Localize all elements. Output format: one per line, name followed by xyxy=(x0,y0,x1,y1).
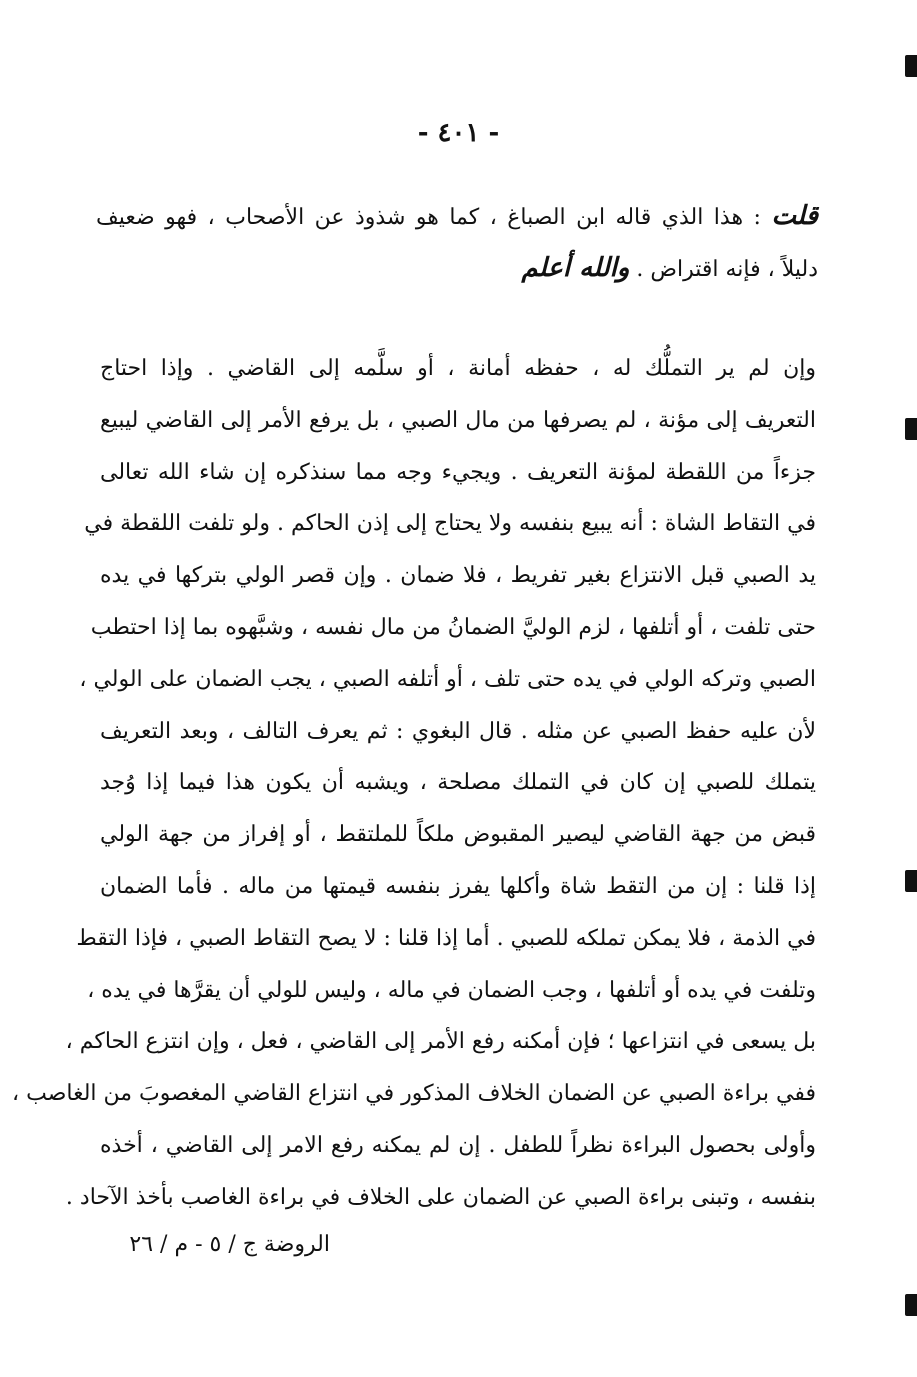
text-line: حتى تلفت ، أو أتلفها ، لزم الوليَّ الضمانُ من مال نفسه ، وشبَّهوه بما إذا احتطب xyxy=(90,614,816,640)
text-line: وأولى بحصول البراءة نظراً للطفل . إن لم يمكنه رفع الامر إلى القاضي ، أخذه xyxy=(100,1132,816,1158)
commentary-line xyxy=(96,242,818,294)
text-line: في التقاط الشاة : أنه يبيع بنفسه ولا يحتاج إلى إذن الحاكم . ولو تلفت اللقطة في xyxy=(84,511,816,537)
signature-mark: الروضة ج / ٥ - م / ٢٦ xyxy=(129,1232,330,1257)
text-line: ففي براءة الصبي عن الضمان الخلاف المذكور في انتزاع القاضي المغصوبَ من الغاصب ، xyxy=(12,1081,816,1107)
text-line: يتملك للصبي إن كان في التملك مصلحة ، ويشبه أن يكون هذا فيما إذا وُجد xyxy=(100,770,816,796)
binding-mark xyxy=(905,418,917,440)
text-line: بنفسه ، وتبنى براءة الصبي عن الضمان على الخلاف في براءة الغاصب بأخذ الآحاد . xyxy=(65,1184,816,1210)
main-text xyxy=(12,343,816,1224)
text-line: وإن لم ير التملُّك له ، حفظه أمانة ، أو سلَّمه إلى القاضي . وإذا احتاج xyxy=(100,356,816,381)
binding-mark xyxy=(905,870,917,892)
text-line: بل يسعى في انتزاعها ؛ فإن أمكنه رفع الأمر إلى القاضي ، فعل ، وإن انتزع الحاكم ، xyxy=(65,1029,816,1055)
text-line: في الذمة ، فلا يمكن تملكه للصبي . أما إذا قلنا : لا يصح التقاط الصبي ، فإذا التقط xyxy=(76,925,816,951)
text-line: جزءاً من اللقطة لمؤنة التعريف . ويجيء وجه مما سنذكره إن شاء الله تعالى xyxy=(100,459,816,485)
binding-mark xyxy=(905,55,917,77)
wallahu-alam: والله أعلم xyxy=(521,253,630,283)
text-line: قبض من جهة القاضي ليصير المقبوض ملكاً للملتقط ، أو إفراز من جهة الولي xyxy=(100,822,816,848)
commentary-note xyxy=(96,190,818,294)
text-line: التعريف إلى مؤنة ، لم يصرفها من مال الصبي ، بل يرفع الأمر إلى القاضي ليبيع xyxy=(100,407,816,433)
page-number: - ٤٠١ - xyxy=(417,118,500,148)
commentary-line xyxy=(96,190,818,242)
text-line: الصبي وتركه الولي في يده حتى تلف ، أو أتلفه الصبي ، يجب الضمان على الولي ، xyxy=(79,666,816,692)
text-line: لأن عليه حفظ الصبي عن مثله . قال البغوي : ثم يعرف التالف ، وبعد التعريف xyxy=(100,718,816,744)
binding-mark xyxy=(905,1294,917,1316)
commentary-line-2-text: دليلاً ، فإنه اقتراض . xyxy=(636,257,818,282)
qult-label: قلت xyxy=(771,201,819,231)
text-line: إذا قلنا : إن من التقط شاة وأكلها يفرز بنفسه قيمتها من ماله . فأما الضمان xyxy=(100,873,816,899)
commentary-line-1-text: : هذا الذي قاله ابن الصباغ ، كما هو شذوذ عن الأصحاب ، فهو ضعيف xyxy=(96,205,761,230)
text-line: وتلفت في يده أو أتلفها ، وجب الضمان في ماله ، وليس للولي أن يقرَّها في يده ، xyxy=(87,977,816,1003)
text-line: يد الصبي قبل الانتزاع بغير تفريط ، فلا ضمان . وإن قصر الولي بتركها في يده xyxy=(100,563,816,589)
